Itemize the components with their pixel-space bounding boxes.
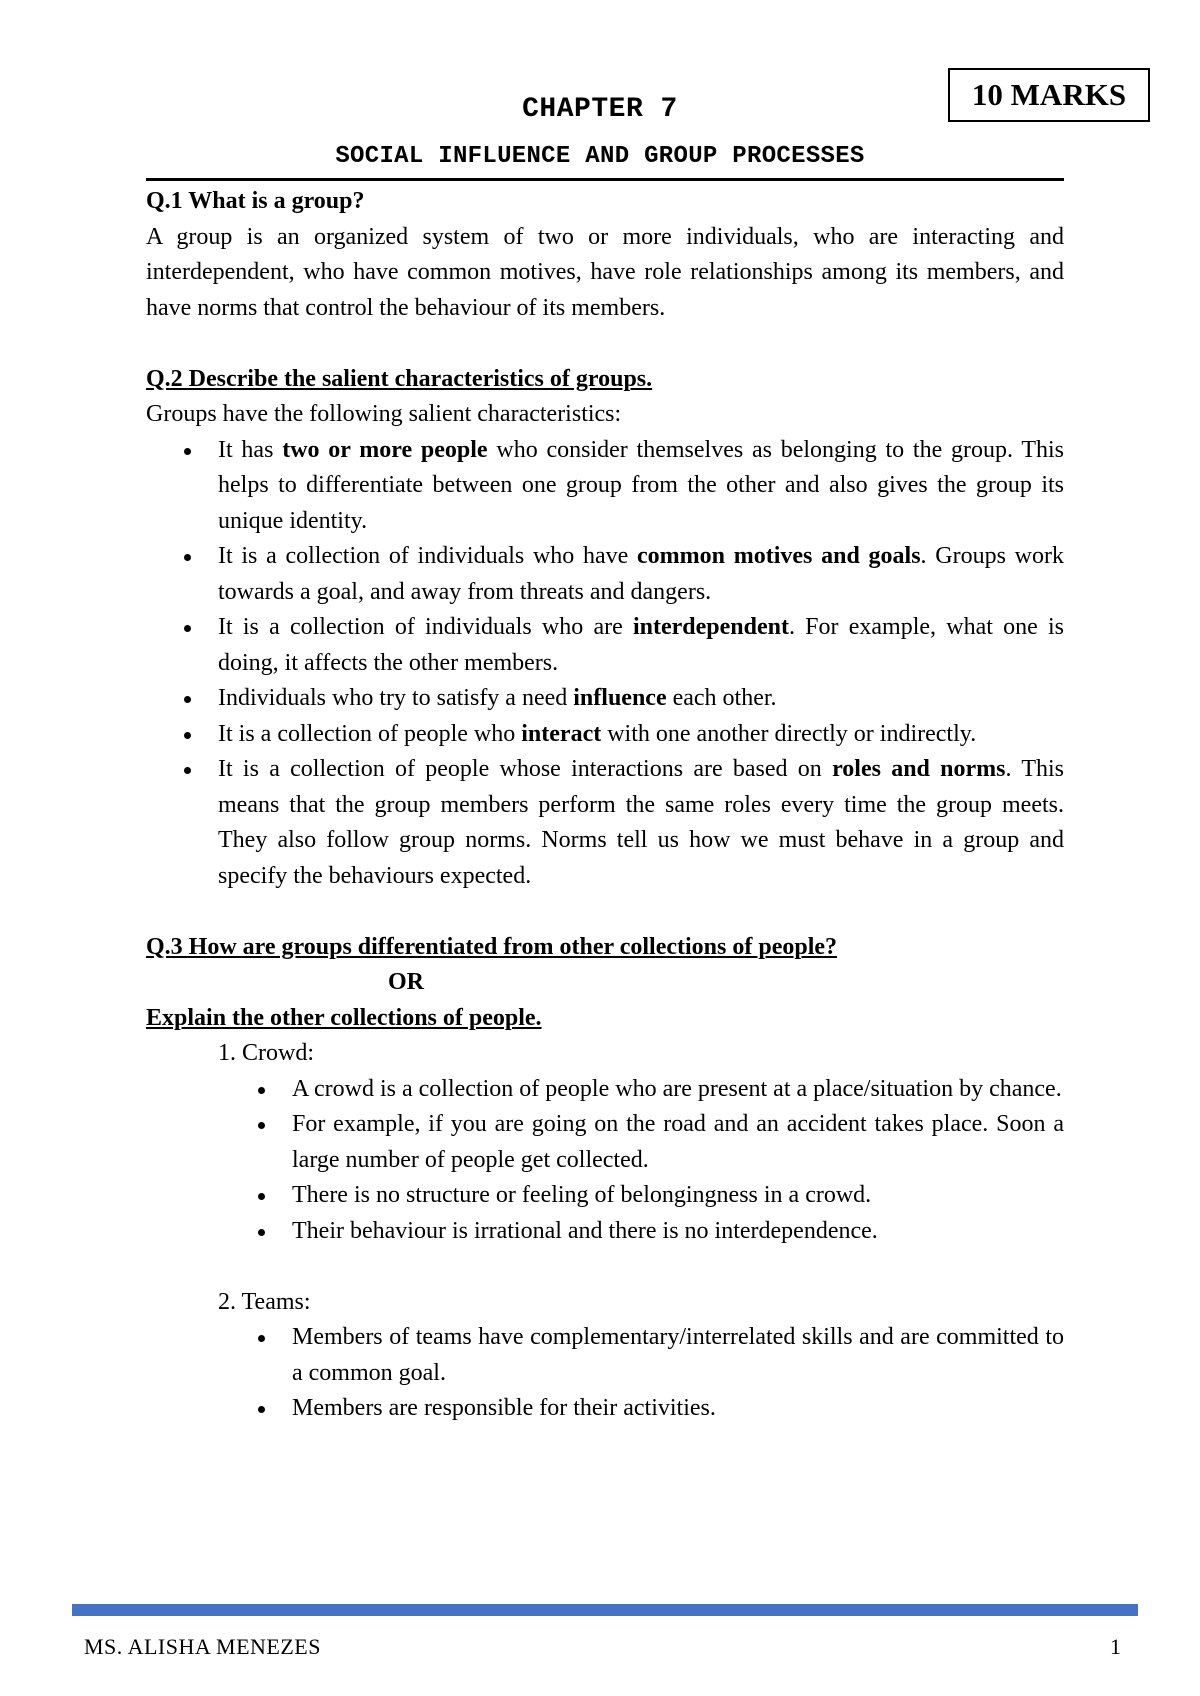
- list-item: A crowd is a collection of people who are present at a place/situation by chance.: [146, 1072, 1064, 1108]
- chapter-subtitle: SOCIAL INFLUENCE AND GROUP PROCESSES: [335, 143, 865, 170]
- list-item: Members of teams have complementary/interrelated skills and are committed to a common goal.: [146, 1320, 1064, 1391]
- footer-author: MS. ALISHA MENEZES: [84, 1634, 321, 1659]
- list-item: It is a collection of people who interact with one another directly or indirectly.: [146, 717, 1064, 753]
- list-item: It is a collection of individuals who are interdependent. For example, what one is doing, it affects the other members.: [146, 610, 1064, 681]
- list-item: It has two or more people who consider themselves as belonging to the group. This helps to differentiate between one group from the other and also gives the group its unique identity.: [146, 433, 1064, 540]
- q2-intro: Groups have the following salient characteristics:: [146, 401, 622, 427]
- list-item: Their behaviour is irrational and there is no interdependence.: [146, 1214, 1064, 1250]
- crowd-heading: 1. Crowd:: [218, 1040, 314, 1066]
- list-item: For example, if you are going on the road and an accident takes place. Soon a large number of people get collected.: [146, 1107, 1064, 1178]
- or-separator: OR: [388, 969, 424, 995]
- question-1: Q.1 What is a group?: [146, 188, 365, 214]
- answer-1: A group is an organized system of two or more individuals, who are interacting and interdependent, who have common motives, have role relationships among its members, and have norms that control the behaviour of its members.: [146, 223, 1064, 321]
- list-item: There is no structure or feeling of belongingness in a crowd.: [146, 1178, 1064, 1214]
- question-3-alt: Explain the other collections of people.: [146, 1004, 542, 1031]
- teams-heading: 2. Teams:: [218, 1288, 311, 1315]
- question-2: Q.2 Describe the salient characteristics of groups.: [146, 365, 653, 392]
- teams-list: [146, 1320, 1064, 1427]
- list-item: Members are responsible for their activities.: [146, 1391, 1064, 1427]
- list-item: It is a collection of people whose interactions are based on roles and norms. This means that the group members perform the same roles every time the group meets. They also follow group norms. Norms tell us how we must behave in a group and specify the behaviours expected.: [146, 752, 1064, 894]
- title-divider: [146, 178, 1064, 181]
- page-number: 1: [1110, 1634, 1121, 1659]
- question-3: Q.3 How are groups differentiated from other collections of people?: [146, 933, 838, 960]
- footer-bar: [72, 1604, 1138, 1616]
- chapter-title: CHAPTER 7: [522, 94, 678, 125]
- document-body: [146, 184, 1064, 1427]
- list-item: Individuals who try to satisfy a need influence each other.: [146, 681, 1064, 717]
- characteristics-list: [146, 433, 1064, 895]
- marks-badge: 10 MARKS: [948, 68, 1150, 122]
- list-item: It is a collection of individuals who have common motives and goals. Groups work towards a goal, and away from threats and dangers.: [146, 539, 1064, 610]
- crowd-list: [146, 1072, 1064, 1250]
